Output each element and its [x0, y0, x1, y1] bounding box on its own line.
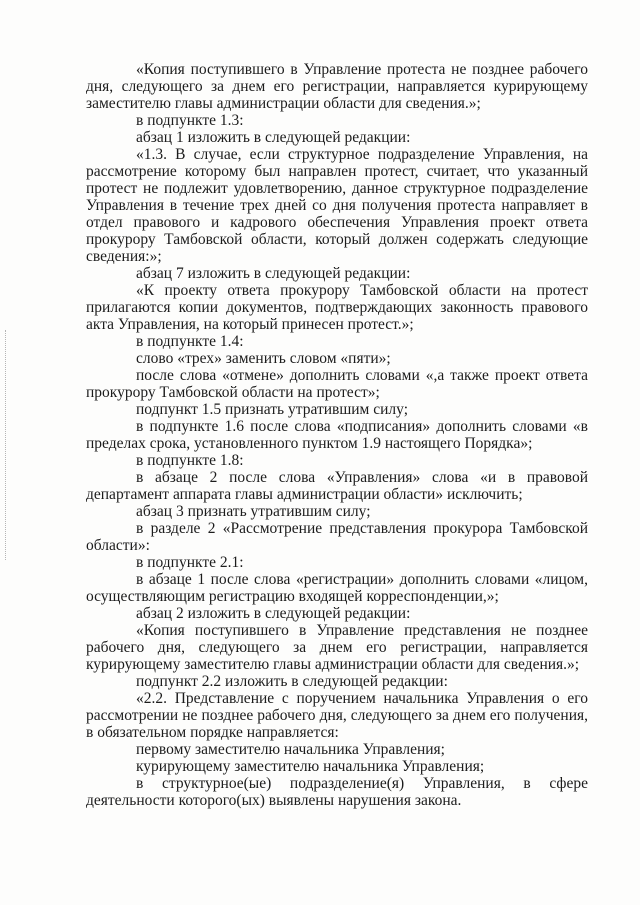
paragraph: после слова «отмене» дополнить словами «,а также проект ответа прокурору Тамбовской области на протест»;	[86, 367, 588, 401]
paragraph: в подпункте 1.6 после слова «подписания» дополнить словами «в пределах срока, установленного пунктом 1.9 настоящего Порядка»;	[86, 418, 588, 452]
paragraph: «Копия поступившего в Управление протеста не позднее рабочего дня, следующего за днем его регистрации, направляется курирующему заместителю главы администрации области для сведения.»;	[86, 61, 588, 112]
paragraph: в абзаце 1 после слова «регистрации» дополнить словами «лицом, осуществляющим регистрацию входящей корреспонденции,»;	[86, 571, 588, 605]
paragraph: подпункт 1.5 признать утратившим силу;	[136, 401, 409, 418]
paragraph: «К проекту ответа прокурору Тамбовской области на протест прилагаются копии документов, подтверждающих законность правового акта Управления, на который принесен протест.»;	[86, 282, 588, 333]
paragraph: в абзаце 2 после слова «Управления» слова «и в правовой департамент аппарата главы администрации области» исключить;	[86, 469, 588, 503]
paragraph: в подпункте 2.1:	[136, 554, 244, 571]
paragraph: абзац 2 изложить в следующей редакции:	[136, 605, 411, 622]
paragraph: первому заместителю начальника Управления;	[136, 741, 445, 758]
scan-margin-mark	[5, 330, 7, 560]
paragraph: подпункт 2.2 изложить в следующей редакции:	[136, 673, 448, 690]
paragraph: в подпункте 1.3:	[136, 112, 244, 129]
paragraph: слово «трех» заменить словом «пяти»;	[136, 350, 391, 367]
paragraph: «2.2. Представление с поручением начальника Управления о его рассмотрении не позднее рабочего дня, следующего за днем его получения, в обязательном порядке направляется:	[86, 690, 588, 741]
paragraph: в подпункте 1.4:	[136, 333, 244, 350]
paragraph: курирующему заместителю начальника Управления;	[136, 758, 485, 775]
paragraph: абзац 7 изложить в следующей редакции:	[136, 265, 411, 282]
paragraph: в структурное(ые) подразделение(я) Управления, в сфере деятельности которого(ых) выявлены нарушения закона.	[86, 775, 588, 809]
paragraph: абзац 3 признать утратившим силу;	[136, 503, 371, 520]
paragraph: «1.3. В случае, если структурное подразделение Управления, на рассмотрение которому был направлен протест, считает, что указанный протест не подлежит удовлетворению, данное структурное подразделение Управления в течение трех дней со дня получения протеста направляет в отдел правового и кадрового обеспечения Управления проект ответа прокурору Тамбовской области, который должен содержать следующие сведения:»;	[86, 146, 588, 265]
document-body	[86, 61, 588, 809]
paragraph: абзац 1 изложить в следующей редакции:	[136, 129, 411, 146]
paragraph: в подпункте 1.8:	[136, 452, 244, 469]
paragraph: в разделе 2 «Рассмотрение представления прокурора Тамбовской области»:	[86, 520, 588, 554]
paragraph: «Копия поступившего в Управление представления не позднее рабочего дня, следующего за днем его регистрации, направляется курирующему заместителю главы администрации области для сведения.»;	[86, 622, 588, 673]
